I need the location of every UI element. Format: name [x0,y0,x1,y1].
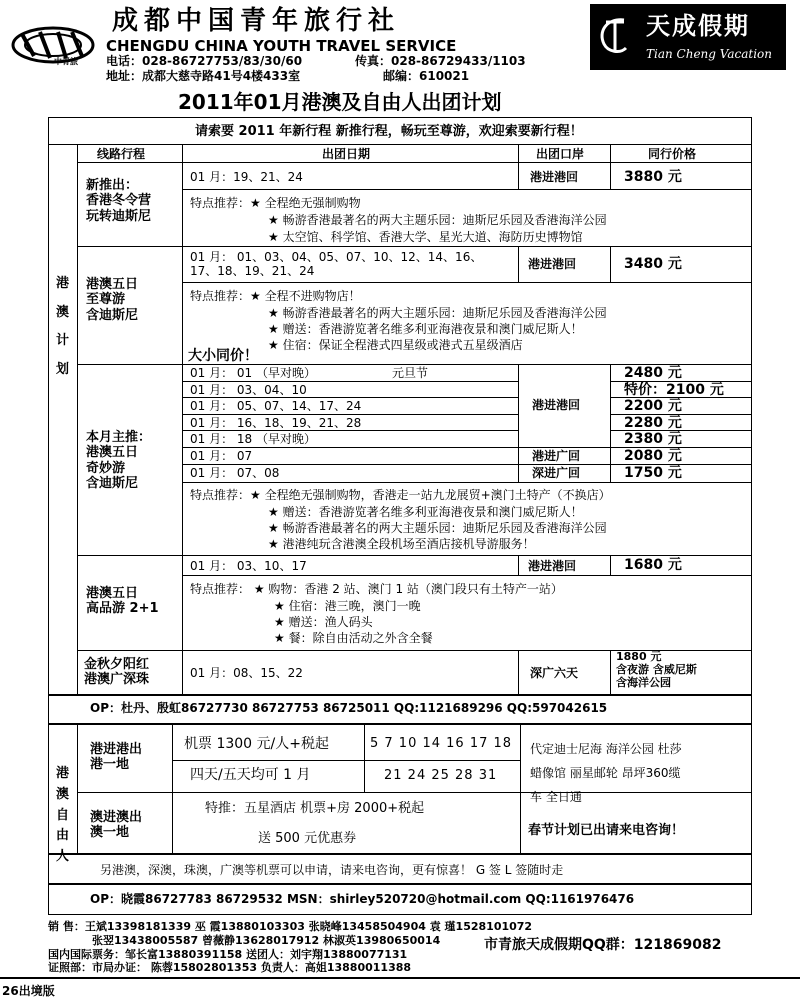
company-logo [10,20,96,70]
route-1-port: 港进港回 [530,170,579,184]
route-5-price: 1880 元 含夜游 含威尼斯 含海洋公园 [616,650,697,689]
other-tickets-note: 另港澳，深澳，珠澳，广澳等机票可以申请，请来电咨询，更有惊喜！ G 签 L 签随时走 [100,863,564,877]
free-hk-days: 四天/五天均可 1 月 [190,767,311,783]
company-name-en: CHENGDU CHINA YOUTH TRAVEL SERVICE [106,37,457,55]
company-name-cn: 成都中国青年旅行社 [112,6,401,36]
route-4-name: 港澳五日 高品游 2+1 [86,586,159,617]
route-3-price: 特价：2100 元 [624,382,724,398]
free-agency-services: 代定迪士尼海 海洋公园 杜莎 蜡像馆 丽星邮轮 昂坪360缆 车 全日通 [530,742,682,804]
route-2-name: 港澳五日 至尊游 含迪斯尼 [86,277,139,323]
route-5-date: 01 月：08、15、22 [190,666,303,680]
route-3-port: 港进广回 [532,449,581,463]
route-3-date: 01 月： 03、04、10 [190,383,307,397]
free-hk-price: 机票 1300 元/人+税起 [184,736,329,752]
sales-contacts-row-1: 销 售：王斌13398181339 巫 霞13880103303 张晓峰13458504904 袁 瑾15281010​72 [48,920,533,933]
free-macau-coupon: 送 500 元优惠券 [258,831,357,846]
brand-name-en: Tian Cheng Vacation [646,47,772,61]
route-4-date: 01 月： 03、10、17 [190,559,307,573]
side-label-free-traveller: 港 澳 自 由 人 [55,766,69,865]
route-3-date: 01 月： 07、08 [190,466,280,480]
route-3-date-extra: 元旦节 [392,366,429,380]
route-2-feature: ★ 住宿：保证全程港式四星级或港式五星级酒店 [268,338,523,352]
route-1-name: 新推出： 香港冬令营 玩转迪斯尼 [86,178,152,224]
company-address: 地址：成都大慈寺路41号4楼433室 [106,69,301,83]
route-2-date: 01 月： 01、03、04、05、07、10、12、14、16、 17、18、19、21、24 [190,250,483,279]
company-fax: 传真：028-86729433/1103 [355,54,526,68]
route-1-date: 01 月：19、21、24 [190,170,303,184]
route-3-port: 港进港回 [532,398,581,412]
col-header-port: 出团口岸 [536,147,585,161]
route-2-feature: ★ 赠送：香港游览著名维多利亚海港夜景和澳门威尼斯人！ [268,322,583,336]
route-5-port: 深广六天 [530,666,579,680]
col-header-date: 出团日期 [322,147,371,161]
brand-banner [590,4,786,70]
route-4-price: 1680 元 [624,557,682,573]
route-3-price: 2480 元 [624,365,682,381]
route-4-feature: 特点推荐： ★ 购物：香港 2 站、澳门 1 站（澳门段只有土特产一站） [190,582,563,596]
op-contact-2: OP：晓霞86727783 86729532 MSN：shirley520720@hotmail.com QQ:1161976476 [90,892,635,906]
route-3-feature: ★ 港港纯玩含港澳全段机场至酒店接机导游服务！ [268,537,535,551]
free-hk-dates-1: 5 7 10 14 16 17 18 [370,736,513,751]
route-1-feature: ★ 畅游香港最著名的两大主题乐园：迪斯尼乐园及香港海洋公园 [268,213,607,227]
route-3-feature: 特点推荐：★ 全程绝无强制购物，香港走一站九龙展贸+澳门土特产（不换店） [190,488,611,502]
route-4-feature: ★ 餐：除自由活动之外含全餐 [274,631,433,645]
side-label-hk-macau-plan: 港 澳 计 划 [55,276,69,377]
route-1-price: 3880 元 [624,169,682,185]
brand-name-cn: 天成假期 [646,11,750,40]
route-3-date: 01 月： 05、07、14、17、24 [190,399,362,413]
route-4-feature: ★ 住宿：港三晚，澳门一晚 [274,599,421,613]
route-2-feature: ★ 畅游香港最著名的两大主题乐园：迪斯尼乐园及香港海洋公园 [268,306,607,320]
route-3-price: 1750 元 [624,465,682,481]
route-3-date: 01 月： 01 （早对晚） [190,366,316,380]
page-footer: 26出境版 [2,984,55,998]
route-2-note: 大小同价！ [188,348,258,364]
free-macau-special: 特推：五星酒店 机票+房 2000+税起 [205,801,425,816]
route-3-feature: ★ 赠送：香港游览著名维多利亚海港夜景和澳门威尼斯人！ [268,505,583,519]
route-4-port: 港进港回 [528,559,577,573]
route-3-port: 深进广回 [532,466,581,480]
route-2-feature: 特点推荐：★ 全程不进购物店！ [190,289,361,303]
op-contact-1: OP：杜丹、殷虹86727730 86727753 86725011 QQ:1121689296 QQ:597042615 [90,701,608,715]
route-1-feature: 特点推荐：★ 全程绝无强制购物 [190,196,361,210]
visa-contacts: 证照部：市局办证： 陈蓉15802801353 负责人：高姐13880011388 [48,961,412,974]
route-3-price: 2380 元 [624,431,682,447]
route-2-port: 港进港回 [528,257,577,271]
col-header-route: 线路行程 [97,147,146,161]
route-3-date: 01 月： 07 [190,449,253,463]
free-hk-dates-2: 21 24 25 28 31 [384,768,498,783]
route-3-price: 2200 元 [624,398,682,414]
ticketing-contacts: 国内国际票务：邹长富13880391158 送团人：刘宇翔13880077131 [48,948,408,961]
free-macau-label: 澳进澳出 澳一地 [90,810,143,841]
route-3-price: 2280 元 [624,415,682,431]
sales-contacts-row-2: 张翌13438005587 曾薇静13628017912 林淑英13980650014 [92,934,441,947]
route-3-date: 01 月： 16、18、19、21、28 [190,416,362,430]
route-1-feature: ★ 太空馆、科学馆、香港大学、星光大道、海防历史博物馆 [268,230,583,244]
route-2-price: 3480 元 [624,256,682,272]
company-postcode: 邮编：610021 [383,69,470,83]
company-phone: 电话：028-86727753/83/30/60 [106,54,303,68]
page-title: 2011年01月港澳及自由人出团计划 [178,90,502,114]
route-3-price: 2080 元 [624,448,682,464]
intro-text: 请索要 2011 年新行程 新推行程，畅玩至尊游，欢迎索要新行程！ [195,124,583,139]
route-3-feature: ★ 畅游香港最著名的两大主题乐园：迪斯尼乐园及香港海洋公园 [268,521,607,535]
route-3-name: 本月主推： 港澳五日 奇妙游 含迪斯尼 [86,430,152,491]
route-3-date: 01 月： 18 （早对晚） [190,432,316,446]
col-header-price: 同行价格 [648,147,697,161]
route-4-feature: ★ 赠送：渔人码头 [274,615,373,629]
spring-festival-note: 春节计划已出请来电咨询！ [528,823,685,838]
route-5-name: 金秋夕阳红 港澳广深珠 [84,657,150,688]
qq-group: 市青旅天成假期QQ群：121869082 [484,937,722,953]
free-hk-label: 港进港出 港一地 [90,742,143,773]
logo-text: 中青旅 [54,57,78,66]
brand-swirl-icon [596,14,630,58]
